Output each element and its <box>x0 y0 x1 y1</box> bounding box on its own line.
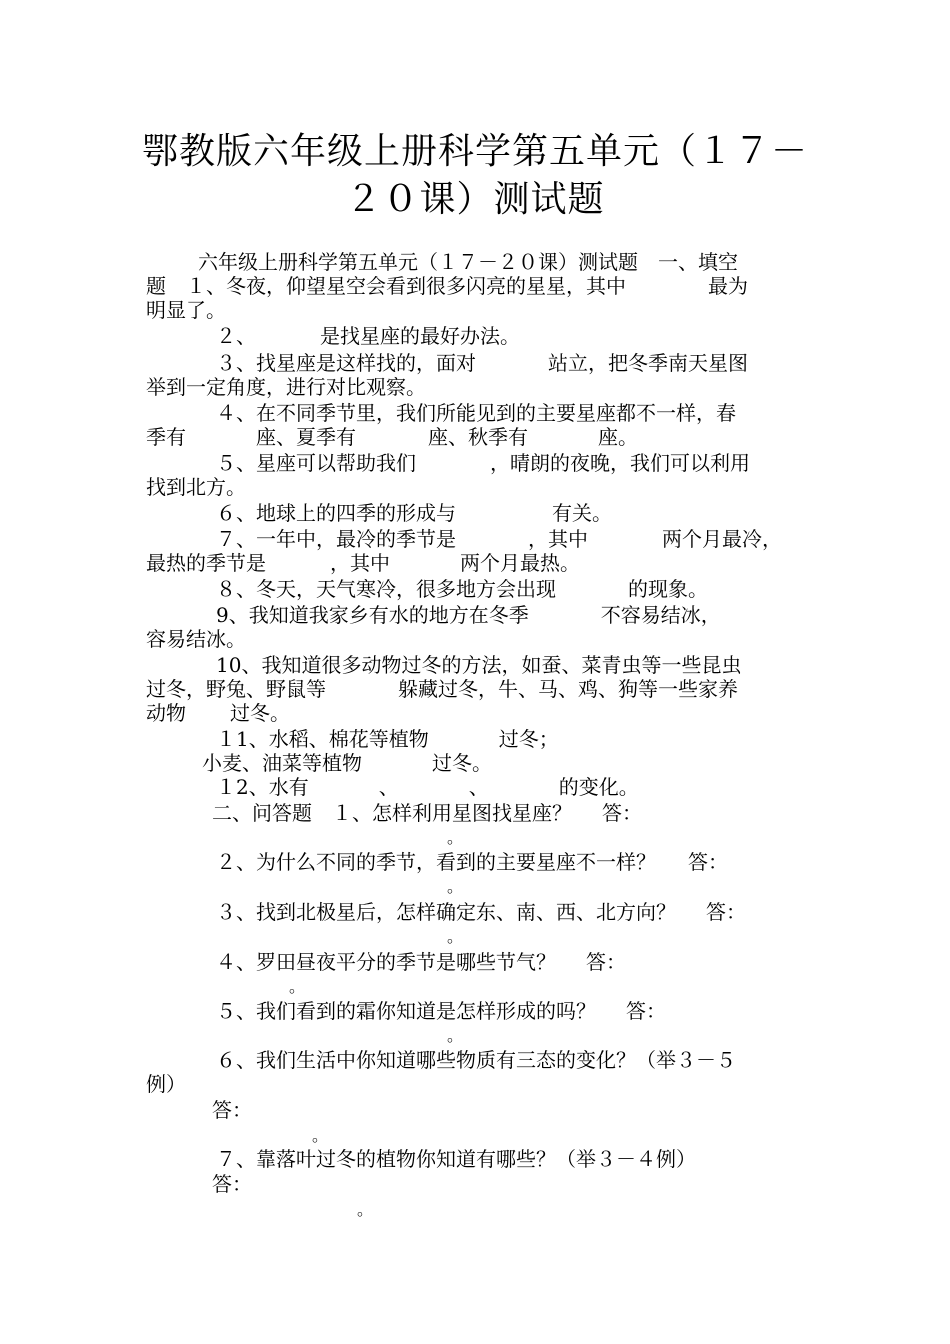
text-line: ７、一年中，最冷的季节是 ，其中 两个月最冷， <box>216 527 782 551</box>
answer-period: 。 <box>357 1200 374 1219</box>
text-line: 题 １、冬夜，仰望星空会看到很多闪亮的星星，其中 最为 <box>146 274 748 298</box>
text-line: 二、问答题 １、怎样利用星图找星座？ 答： <box>212 801 642 825</box>
text-line: ７、靠落叶过冬的植物你知道有哪些？（举３－４例） <box>216 1147 696 1171</box>
answer-period: 。 <box>447 927 464 946</box>
text-line: ５、我们看到的霜你知道是怎样形成的吗？ 答： <box>216 999 666 1023</box>
text-line: 过冬，野兔、野鼠等 躲藏过冬，牛、马、鸡、狗等一些家养 <box>146 677 738 701</box>
text-line: ６、地球上的四季的形成与 有关。 <box>216 501 612 525</box>
text-line: 明显了。 <box>146 298 226 322</box>
text-line: 小麦、油菜等植物 过冬。 <box>202 751 492 775</box>
answer-period: 。 <box>289 977 306 996</box>
text-line: 容易结冰。 <box>146 627 246 651</box>
text-line: 例） <box>146 1072 186 1096</box>
text-line: 10、我知道很多动物过冬的方法，如蚕、菜青虫等一些昆虫 <box>216 653 742 677</box>
text-line: 找到北方。 <box>146 475 246 499</box>
text-line: 动物 过冬。 <box>146 701 290 725</box>
text-line: ４、在不同季节里，我们所能见到的主要星座都不一样，春 <box>216 401 736 425</box>
text-line: 举到一定角度，进行对比观察。 <box>146 375 426 399</box>
text-line: １2、水有 、 、 的变化。 <box>216 775 639 799</box>
text-line: １1、水稻、棉花等植物 过冬； <box>216 727 559 751</box>
answer-period: 。 <box>312 1126 329 1145</box>
text-line: ２、为什么不同的季节，看到的主要星座不一样？ 答： <box>216 850 728 874</box>
text-line: 答： <box>212 1098 252 1122</box>
text-line: ２、 是找星座的最好办法。 <box>216 324 520 348</box>
text-line: ４、罗田昼夜平分的季节是哪些节气？ 答： <box>216 950 626 974</box>
text-line: 六年级上册科学第五单元（１７－２０课）测试题 一、填空 <box>198 250 738 274</box>
text-line: ５、星座可以帮助我们 ，晴朗的夜晚，我们可以利用 <box>216 451 750 475</box>
text-line: ３、找星座是这样找的，面对 站立，把冬季南天星图 <box>216 351 748 375</box>
text-line: ６、我们生活中你知道哪些物质有三态的变化？（举３－５ <box>216 1048 736 1072</box>
answer-period: 。 <box>447 877 464 896</box>
text-line: 9、我知道我家乡有水的地方在冬季 不容易结冰， <box>216 603 721 627</box>
text-line: ３、找到北极星后，怎样确定东、南、西、北方向？ 答： <box>216 900 746 924</box>
title-line-2: ２０课）测试题 <box>345 179 605 220</box>
answer-period: 。 <box>447 828 464 847</box>
text-line: ８、冬天，天气寒冷，很多地方会出现 的现象。 <box>216 577 708 601</box>
text-line: 答： <box>212 1172 252 1196</box>
answer-period: 。 <box>447 1026 464 1045</box>
title-line-1: 鄂教版六年级上册科学第五单元（１７－ <box>141 131 808 172</box>
text-line: 季有 座、夏季有 座、秋季有 座。 <box>146 425 638 449</box>
text-line: 最热的季节是 ，其中 两个月最热。 <box>146 551 580 575</box>
